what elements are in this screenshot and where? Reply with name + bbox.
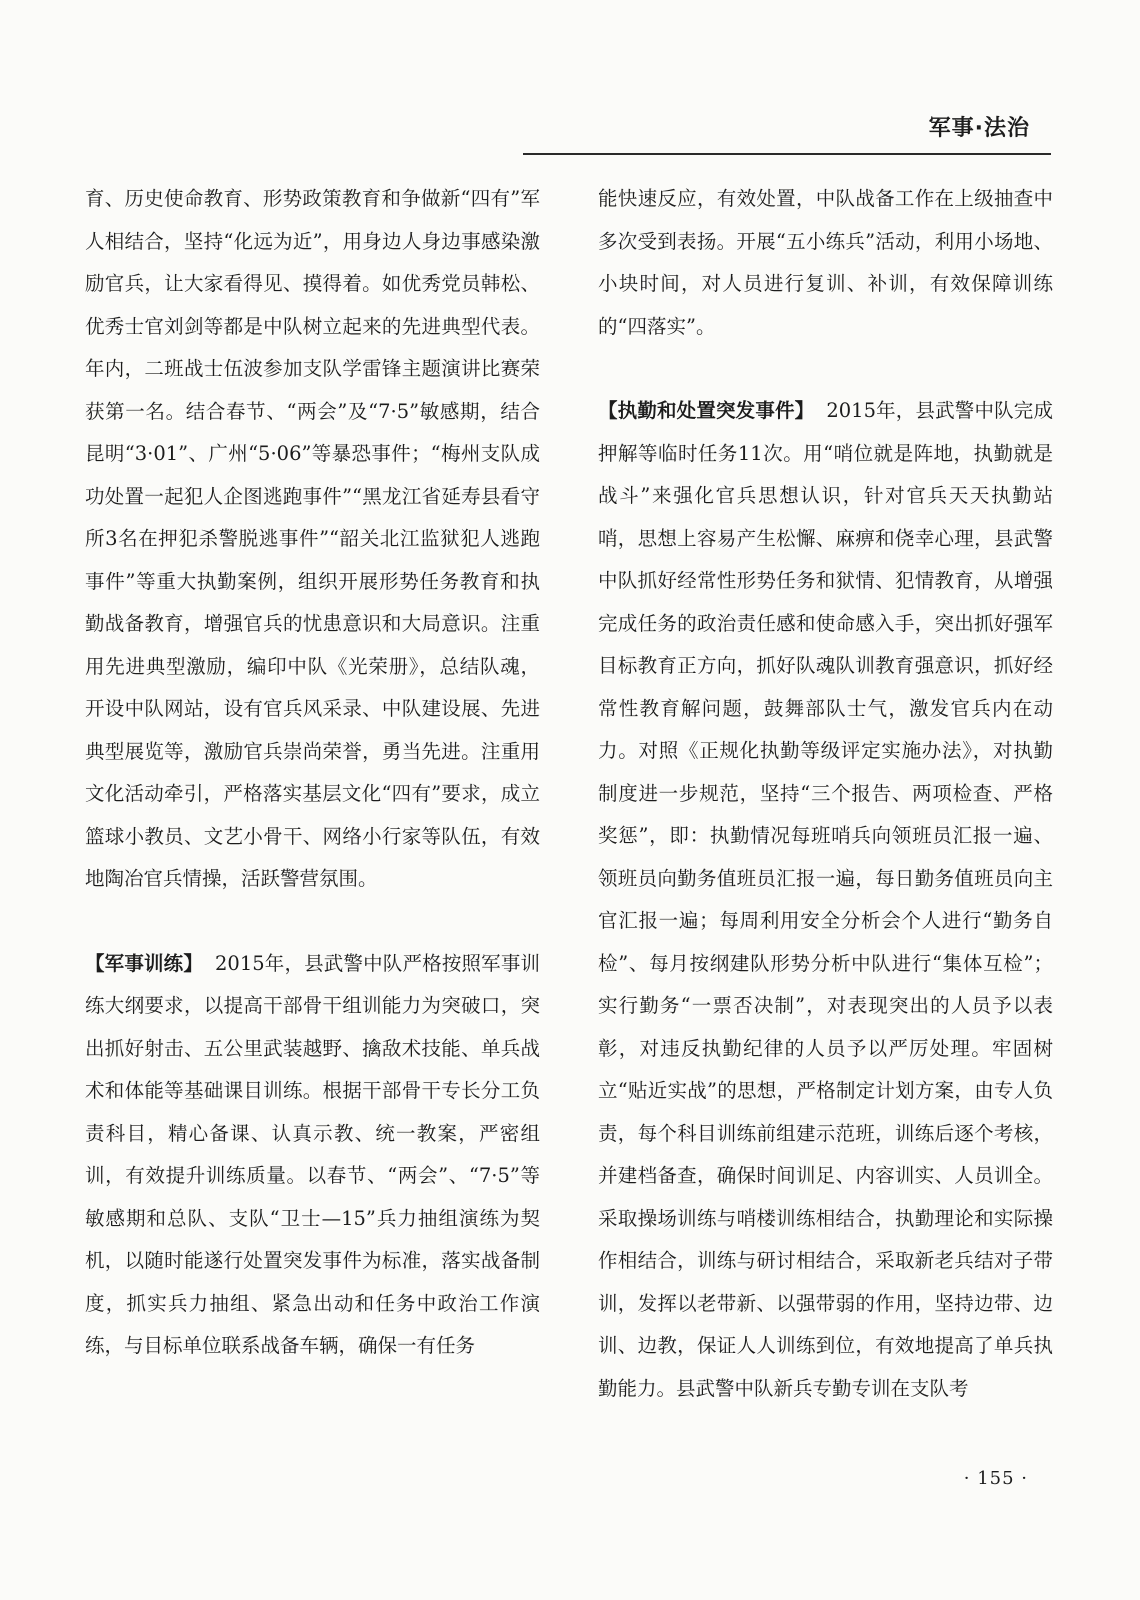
left-paragraph-1: 育、历史使命教育、形势政策教育和争做新“四有”军人相结合，坚持“化远为近”，用身边人身边事感染激励官兵，让大家看得见、摸得着。如优秀党员韩松、优秀士官刘剑等都是中队树立起来的先进典型代表。年内，二班战士伍波参加支队学雷锋主题演讲比赛荣获第一名。结合春节、“两会”及“7·5”敏感期，结合昆明“3·01”、广州“5·06”等暴恐事件；“梅州支队成功处置一起犯人企图逃跑事件”“黑龙江省延寿县看守所3名在押犯杀警脱逃事件”“韶关北江监狱犯人逃跑事件”等重大执勤案例，组织开展形势任务教育和执勤战备教育，增强官兵的忧患意识和大局意识。注重用先进典型激励，编印中队《光荣册》，总结队魂，开设中队网站，设有官兵风采录、中队建设展、先进典型展览等，激励官兵崇尚荣誉，勇当先进。注重用文化活动牵引，严格落实基层文化“四有”要求，成立篮球小教员、文艺小骨干、网络小行家等队伍，有效地陶冶官兵情操，活跃警营氛围。 bbox=[85, 187, 540, 890]
right-paragraph-1: 能快速反应，有效处置，中队战备工作在上级抽查中多次受到表扬。开展“五小练兵”活动，利用小场地、小块时间，对人员进行复训、补训，有效保障训练的“四落实”。 bbox=[598, 187, 1053, 338]
right-column bbox=[598, 178, 1053, 1410]
right-paragraph-2 bbox=[598, 390, 1053, 1410]
header-divider bbox=[523, 153, 1051, 155]
left-column bbox=[85, 178, 540, 1368]
left-paragraph-2 bbox=[85, 943, 540, 1368]
section-title: 军事·法治 bbox=[928, 116, 1030, 141]
military-training-text: 2015年，县武警中队严格按照军事训练大纲要求，以提高干部骨干组训能力为突破口，突出抓好射击、五公里武装越野、擒敌术技能、单兵战术和体能等基础课目训练。根据干部骨干专长分工负责科目，精心备课、认真示教、统一教案，严密组训，有效提升训练质量。以春节、“两会”、“7·5”等敏感期和总队、支队“卫士—15”兵力抽组演练为契机，以随时能遂行处置突发事件为标准，落实战备制度，抓实兵力抽组、紧急出动和任务中政治工作演练，与目标单位联系战备车辆，确保一有任务 bbox=[85, 951, 540, 1357]
page-number: · 155 · bbox=[963, 1468, 1028, 1489]
section-heading-duty-emergency: 【执勤和处置突发事件】 bbox=[598, 399, 815, 422]
duty-emergency-text: 2015年，县武警中队完成押解等临时任务11次。用“哨位就是阵地，执勤就是战斗”来强化官兵思想认识，针对官兵天天执勤站哨，思想上容易产生松懈、麻痹和侥幸心理，县武警中队抓好经常性形势任务和狱情、犯情教育，从增强完成任务的政治责任感和使命感入手，突出抓好强军目标教育正方向，抓好队魂队训教育强意识，抓好经常性教育解问题，鼓舞部队士气，激发官兵内在动力。对照《正规化执勤等级评定实施办法》，对执勤制度进一步规范，坚持“三个报告、两项检查、严格奖惩”，即：执勤情况每班哨兵向领班员汇报一遍、领班员向勤务值班员汇报一遍，每日勤务值班员向主官汇报一遍；每周利用安全分析会个人进行“勤务自检”、每月按纲建队形势分析中队进行“集体互检”；实行勤务“一票否决制”，对表现突出的人员予以表彰，对违反执勤纪律的人员予以严厉处理。牢固树立“贴近实战”的思想，严格制定计划方案，由专人负责，每个科目训练前组建示范班，训练后逐个考核，并建档备查，确保时间训足、内容训实、人员训全。采取操场训练与哨楼训练相结合，执勤理论和实际操作相结合，训练与研讨相结合，采取新老兵结对子带训，发挥以老带新、以强带弱的作用，坚持边带、边训、边教，保证人人训练到位，有效地提高了单兵执勤能力。县武警中队新兵专勤专训在支队考 bbox=[598, 399, 1053, 1400]
section-heading-military-training: 【军事训练】 bbox=[85, 951, 204, 975]
